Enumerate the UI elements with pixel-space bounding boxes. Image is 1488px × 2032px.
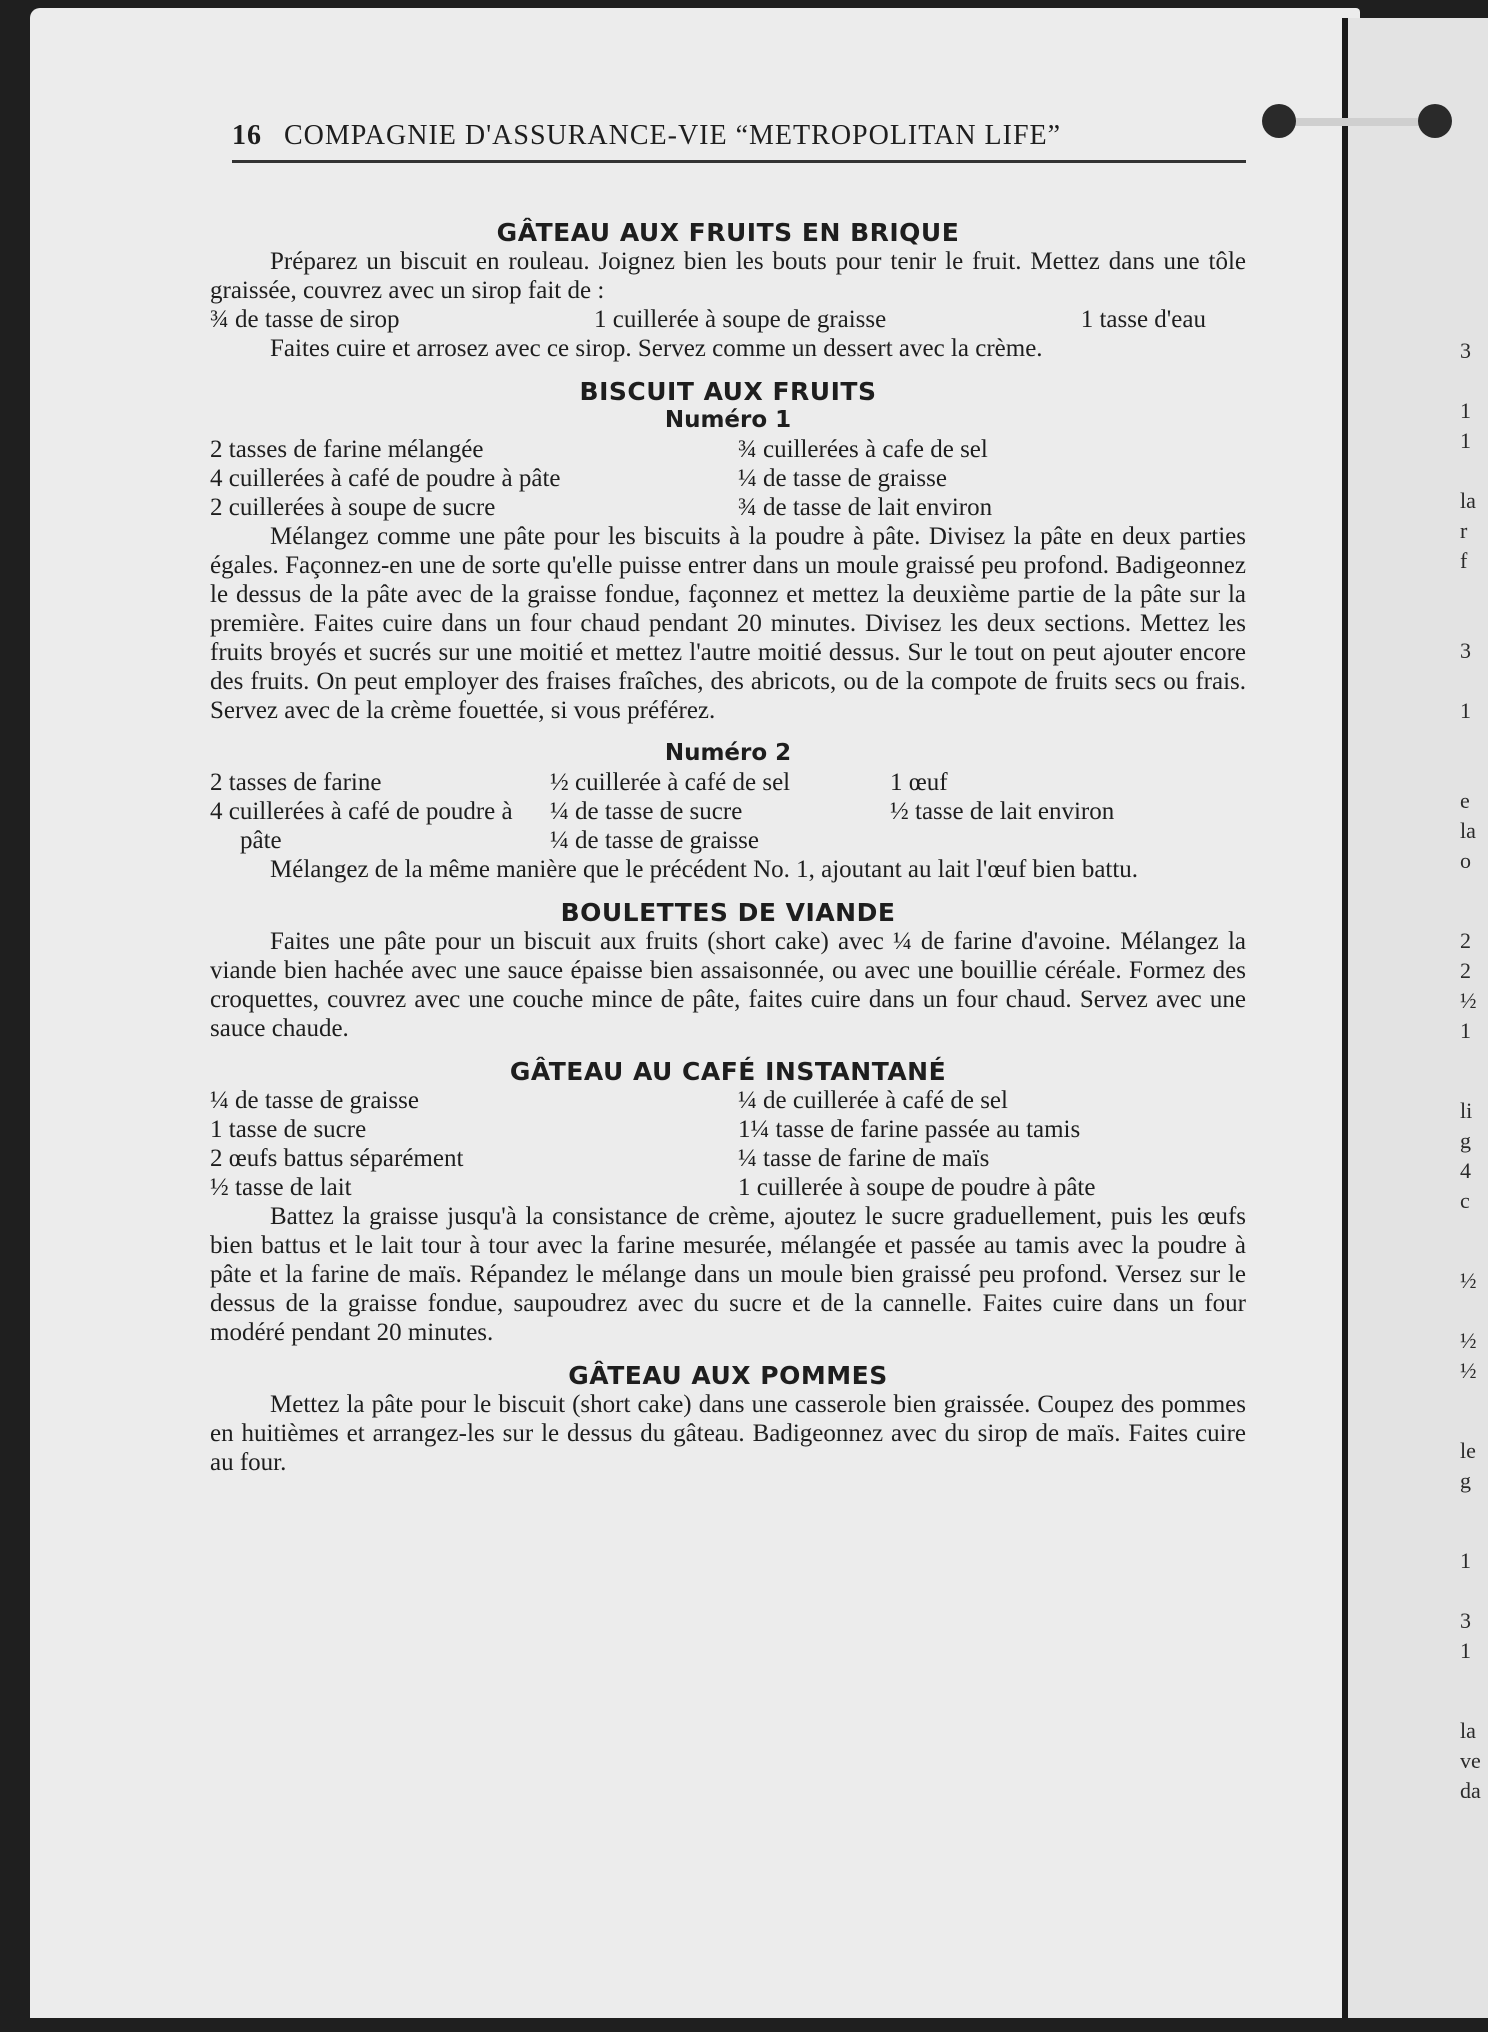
next-page-fragment: 2	[1460, 958, 1471, 983]
ingredient: 1 œuf	[890, 769, 948, 796]
ingredient: 4 cuillerées à café de poudre à pâte	[210, 798, 513, 854]
ingredient: ½ cuillerée à café de sel	[550, 769, 791, 796]
next-page-fragment: la	[1460, 1718, 1476, 1743]
recipe-title: GÂTEAU AUX POMMES	[568, 1361, 888, 1390]
ingredient: 2 tasses de farine mélangée	[210, 436, 484, 463]
recipe-paragraph: Mélangez de la même manière que le précédent No. 1, ajoutant au lait l'œuf bien battu.	[270, 856, 1139, 883]
recipe-paragraph: Battez la graisse jusqu'à la consistance de crème, ajoutez le sucre graduellement, puis les œufs bien battus et le lait tour à tour avec la farine mesurée, mélangée et passée au tamis avec la poudre à pâte et la farine de maïs. Répandez le mélange dans un moule bien graissé peu profond. Versez sur le dessus de la graisse fondue, saupoudrez avec du sucre et de la cannelle. Faites cuire dans un four modéré pendant 20 minutes.	[210, 1203, 1246, 1346]
recipe-gateau-cafe-instantane	[210, 1057, 1246, 1347]
ingredient-column	[718, 435, 1246, 522]
recipe-title: GÂTEAU AUX FRUITS EN BRIQUE	[496, 218, 960, 247]
recipe-subtitle: Numéro 1	[664, 407, 792, 433]
recipe-title: GÂTEAU AU CAFÉ INSTANTANÉ	[509, 1057, 947, 1086]
next-page-fragment: 1	[1460, 1548, 1471, 1573]
next-page-fragment: la	[1460, 488, 1476, 513]
binding-cord	[1290, 118, 1424, 126]
next-page-fragment: 2	[1460, 928, 1471, 953]
ingredient: 1 tasse de sucre	[210, 1116, 367, 1143]
next-page-fragment: 4	[1460, 1158, 1471, 1183]
page-content	[210, 218, 1246, 1477]
ingredient: ½ tasse de lait	[210, 1174, 352, 1201]
next-page-fragment: 3	[1460, 1608, 1471, 1633]
next-page-fragment: 1	[1460, 398, 1471, 423]
running-title: COMPAGNIE D'ASSURANCE-VIE “METROPOLITAN LIFE”	[284, 120, 1062, 151]
binding-ring-icon	[1262, 104, 1296, 138]
recipe-gateau-fruits-brique	[210, 218, 1246, 363]
ingredient-column	[550, 768, 890, 855]
ingredient: ¾ cuillerées à cafe de sel	[738, 436, 988, 463]
next-page-fragment: r	[1460, 518, 1468, 543]
ingredient: 1¼ tasse de farine passée au tamis	[738, 1116, 1081, 1143]
ingredient-list	[210, 1086, 1246, 1202]
recipe-biscuit-aux-fruits	[210, 377, 1246, 884]
ingredient-column	[210, 768, 550, 855]
next-page-fragment: ve	[1460, 1748, 1481, 1773]
ingredient-list	[210, 435, 1246, 522]
next-page-fragment: ½	[1460, 1268, 1477, 1293]
ingredient: 1 cuillerée à soupe de graisse	[594, 306, 887, 333]
recipe-title: BOULETTES DE VIANDE	[560, 898, 896, 927]
page-number: 16	[232, 120, 262, 151]
ingredient: 4 cuillerées à café de poudre à pâte	[210, 465, 561, 492]
next-page-fragment: g	[1460, 1468, 1471, 1493]
ingredient: ¼ de tasse de graisse	[738, 465, 947, 492]
recipe-title: BISCUIT AUX FRUITS	[579, 377, 877, 406]
next-page-fragment: da	[1460, 1778, 1481, 1803]
next-page-fragment: ½	[1460, 988, 1477, 1013]
next-page-fragment: li	[1460, 1098, 1473, 1123]
ingredient: 2 tasses de farine	[210, 769, 382, 796]
recipe-paragraph: Faites une pâte pour un biscuit aux fruits (short cake) avec ¼ de farine d'avoine. Mélangez la viande bien hachée avec une sauce épaisse bien assaisonnée, ou avec une bouillie céréale. Formez des croquettes, couvrez avec une couche mince de pâte, faites cuire dans un four chaud. Servez avec une sauce chaude.	[210, 928, 1246, 1042]
ingredient: ¾ de tasse de lait environ	[738, 494, 993, 521]
page-header	[232, 120, 1246, 163]
ingredient-column	[210, 1086, 718, 1202]
next-page-fragment: o	[1460, 848, 1471, 873]
next-page-fragment: 1	[1460, 1018, 1471, 1043]
next-page-fragment: 1	[1460, 428, 1471, 453]
binding-ring-icon	[1418, 104, 1452, 138]
next-page-fragment: e	[1460, 788, 1470, 813]
next-page-fragment: ½	[1460, 1328, 1477, 1353]
recipe-boulettes-de-viande	[210, 898, 1246, 1043]
next-page-fragment: 3	[1460, 638, 1471, 663]
ingredient: ¼ de tasse de sucre	[550, 798, 743, 825]
next-page-fragment: 1	[1460, 698, 1471, 723]
ingredient: ¼ de tasse de graisse	[210, 1087, 419, 1114]
ingredient: 1 tasse d'eau	[1080, 306, 1206, 333]
ingredient: ¾ de tasse de sirop	[210, 306, 400, 333]
ingredient-column	[890, 768, 1246, 855]
next-page-fragment: f	[1460, 548, 1468, 573]
next-page-fragment: c	[1460, 1188, 1470, 1213]
ingredient: 1 cuillerée à soupe de poudre à pâte	[738, 1174, 1096, 1201]
ingredient: ½ tasse de lait environ	[890, 798, 1115, 825]
ingredient: 2 cuillerées à soupe de sucre	[210, 494, 496, 521]
recipe-gateau-aux-pommes	[210, 1361, 1246, 1477]
recipe-paragraph: Mettez la pâte pour le biscuit (short cake) dans une casserole bien graissée. Coupez des pommes en huitièmes et arrangez-les sur le dessus du gâteau. Badigeonnez avec du sirop de maïs. Faites cuire au four.	[210, 1391, 1246, 1476]
recipe-paragraph: Préparez un biscuit en rouleau. Joignez bien les bouts pour tenir le fruit. Mettez dans une tôle graissée, couvrez avec un sirop fait de :	[210, 248, 1246, 304]
next-page-fragment: le	[1460, 1438, 1476, 1463]
recipe-paragraph: Faites cuire et arrosez avec ce sirop. Servez comme un dessert avec la crème.	[270, 335, 1043, 362]
ingredient: ¼ de tasse de graisse	[550, 827, 759, 854]
ingredient: 2 œufs battus séparément	[210, 1145, 464, 1172]
next-page-fragment: g	[1460, 1128, 1471, 1153]
ingredient-list	[210, 768, 1246, 855]
next-page-fragment: 1	[1460, 1638, 1471, 1663]
next-page-fragment: ½	[1460, 1358, 1477, 1383]
recipe-paragraph: Mélangez comme une pâte pour les biscuits à la poudre à pâte. Divisez la pâte en deux parties égales. Façonnez-en une de sorte qu'elle puisse entrer dans un moule graissé peu profond. Badigeonnez le dessus de la pâte avec de la graisse fondue, façonnez et mettez la deuxième partie de la pâte sur la première. Faites cuire dans un four chaud pendant 20 minutes. Divisez les deux sections. Mettez les fruits broyés et sucrés sur une moitié et mettez l'autre moitié dessus. Sur le tout on peut ajouter encore des fruits. On peut employer des fraises fraîches, des abricots, ou de la compote de fruits secs ou frais. Servez avec de la crème fouettée, si vous préférez.	[210, 523, 1246, 724]
recipe-subtitle: Numéro 2	[664, 740, 792, 766]
ingredient-column	[210, 435, 718, 522]
ingredient-list	[210, 305, 1246, 334]
ingredient: ¼ de cuillerée à café de sel	[738, 1087, 1008, 1114]
next-page-fragment: la	[1460, 818, 1476, 843]
ingredient-column	[718, 1086, 1246, 1202]
next-page-fragment: 3	[1460, 338, 1471, 363]
ingredient: ¼ tasse de farine de maïs	[738, 1145, 990, 1172]
